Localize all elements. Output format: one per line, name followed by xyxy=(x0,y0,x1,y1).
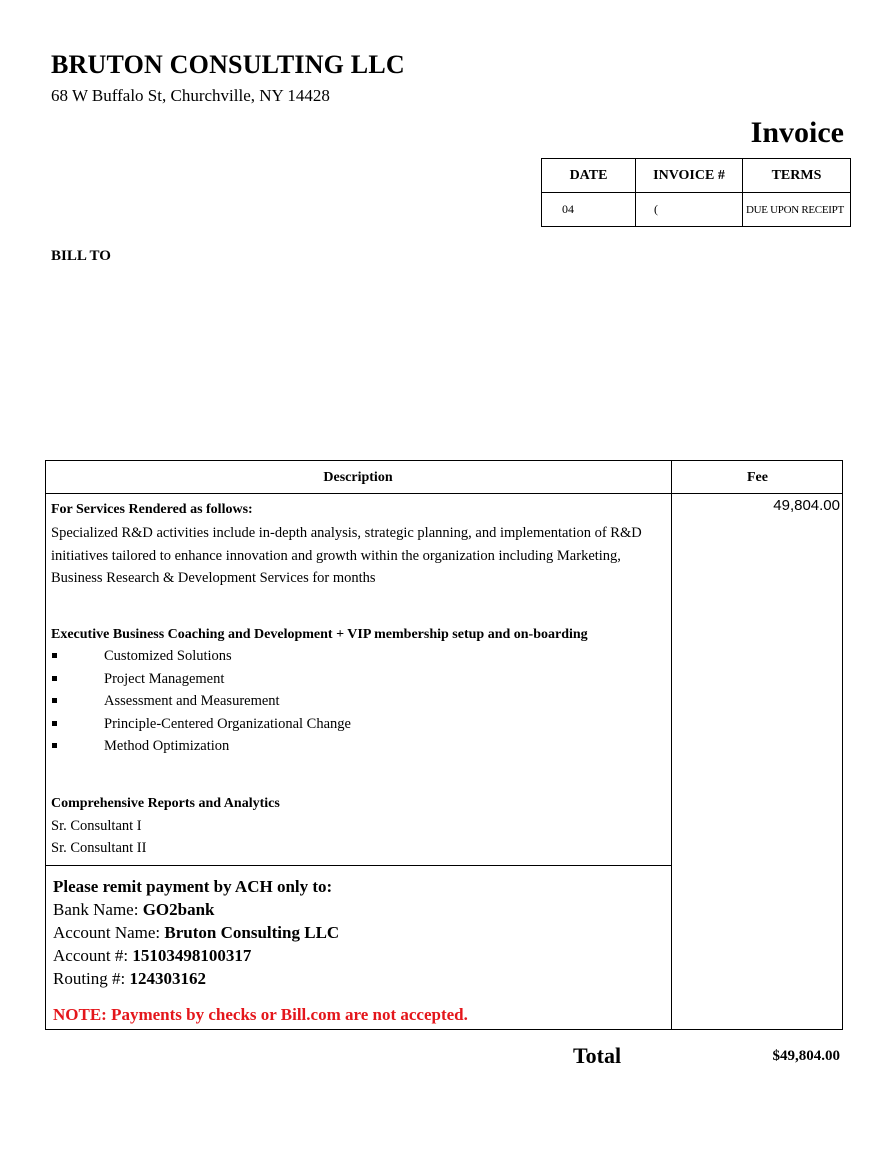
bullet-icon xyxy=(52,743,57,748)
total-value: $49,804.00 xyxy=(772,1048,840,1064)
bullet-icon xyxy=(52,676,57,681)
terms-value: DUE UPON RECEIPT xyxy=(743,193,851,227)
meta-value-row xyxy=(542,193,851,227)
list-item xyxy=(51,690,351,713)
header-divider xyxy=(45,493,843,494)
list-item xyxy=(51,735,351,758)
meta-header-row xyxy=(542,159,851,193)
section-services-description: Specialized R&D activities include in-depth analysis, strategic planning, and implementation of R&D initiatives tailored to enhance innovation and growth within the organization including Marketing, Business Research & Development Services for months xyxy=(51,525,642,586)
fee-header: Fee xyxy=(747,470,768,485)
account-number-label: Account #: xyxy=(53,946,133,965)
invoice-number-value: ( xyxy=(636,193,743,227)
remit-divider xyxy=(45,865,672,866)
routing-number-value: 124303162 xyxy=(129,969,207,988)
consultant-line: Sr. Consultant I xyxy=(51,818,142,834)
bank-name-label: Bank Name: xyxy=(53,900,143,919)
invoice-meta-table xyxy=(541,158,851,227)
remit-heading: Please remit payment by ACH only to: xyxy=(53,877,333,896)
account-name-value: Bruton Consulting LLC xyxy=(164,923,340,942)
terms-header: TERMS xyxy=(743,159,851,193)
section-services-title: For Services Rendered as follows: xyxy=(51,502,253,517)
remit-bank-name xyxy=(53,898,215,921)
consultant-line: Sr. Consultant II xyxy=(51,840,147,856)
list-item-label: Principle-Centered Organizational Change xyxy=(104,715,351,732)
company-name: BRUTON CONSULTING LLC xyxy=(51,50,405,79)
remit-routing-number xyxy=(53,967,206,990)
remit-account-number xyxy=(53,944,251,967)
list-item-label: Method Optimization xyxy=(104,738,230,754)
payment-note: NOTE: Payments by checks or Bill.com are not accepted. xyxy=(53,1005,468,1024)
account-number-value: 15103498100317 xyxy=(132,946,252,965)
bullet-icon xyxy=(52,653,57,658)
description-header: Description xyxy=(323,470,393,485)
list-item xyxy=(51,645,351,668)
routing-number-label: Routing #: xyxy=(53,969,130,988)
bullet-icon xyxy=(52,698,57,703)
document-title: Invoice xyxy=(750,116,844,149)
bill-to-label: BILL TO xyxy=(51,248,111,264)
section-coaching-title: Executive Business Coaching and Development + VIP membership setup and on-boarding xyxy=(51,627,588,642)
section-reports-title: Comprehensive Reports and Analytics xyxy=(51,796,280,811)
bank-name-value: GO2bank xyxy=(142,900,215,919)
date-value: 04 xyxy=(542,193,636,227)
coaching-items-list xyxy=(51,645,351,758)
list-item-label: Project Management xyxy=(104,670,225,687)
fee-value: 49,804.00 xyxy=(773,497,840,514)
date-header: DATE xyxy=(542,159,636,193)
list-item xyxy=(51,713,351,736)
total-label: Total xyxy=(573,1043,622,1068)
bullet-icon xyxy=(52,721,57,726)
account-name-label: Account Name: xyxy=(53,923,165,942)
list-item-label: Assessment and Measurement xyxy=(104,693,280,709)
invoice-number-header: INVOICE # xyxy=(636,159,743,193)
company-address: 68 W Buffalo St, Churchville, NY 14428 xyxy=(51,86,330,105)
column-divider xyxy=(671,460,672,1030)
list-item xyxy=(51,668,351,691)
list-item-label: Customized Solutions xyxy=(104,648,232,664)
remit-account-name xyxy=(53,921,339,944)
